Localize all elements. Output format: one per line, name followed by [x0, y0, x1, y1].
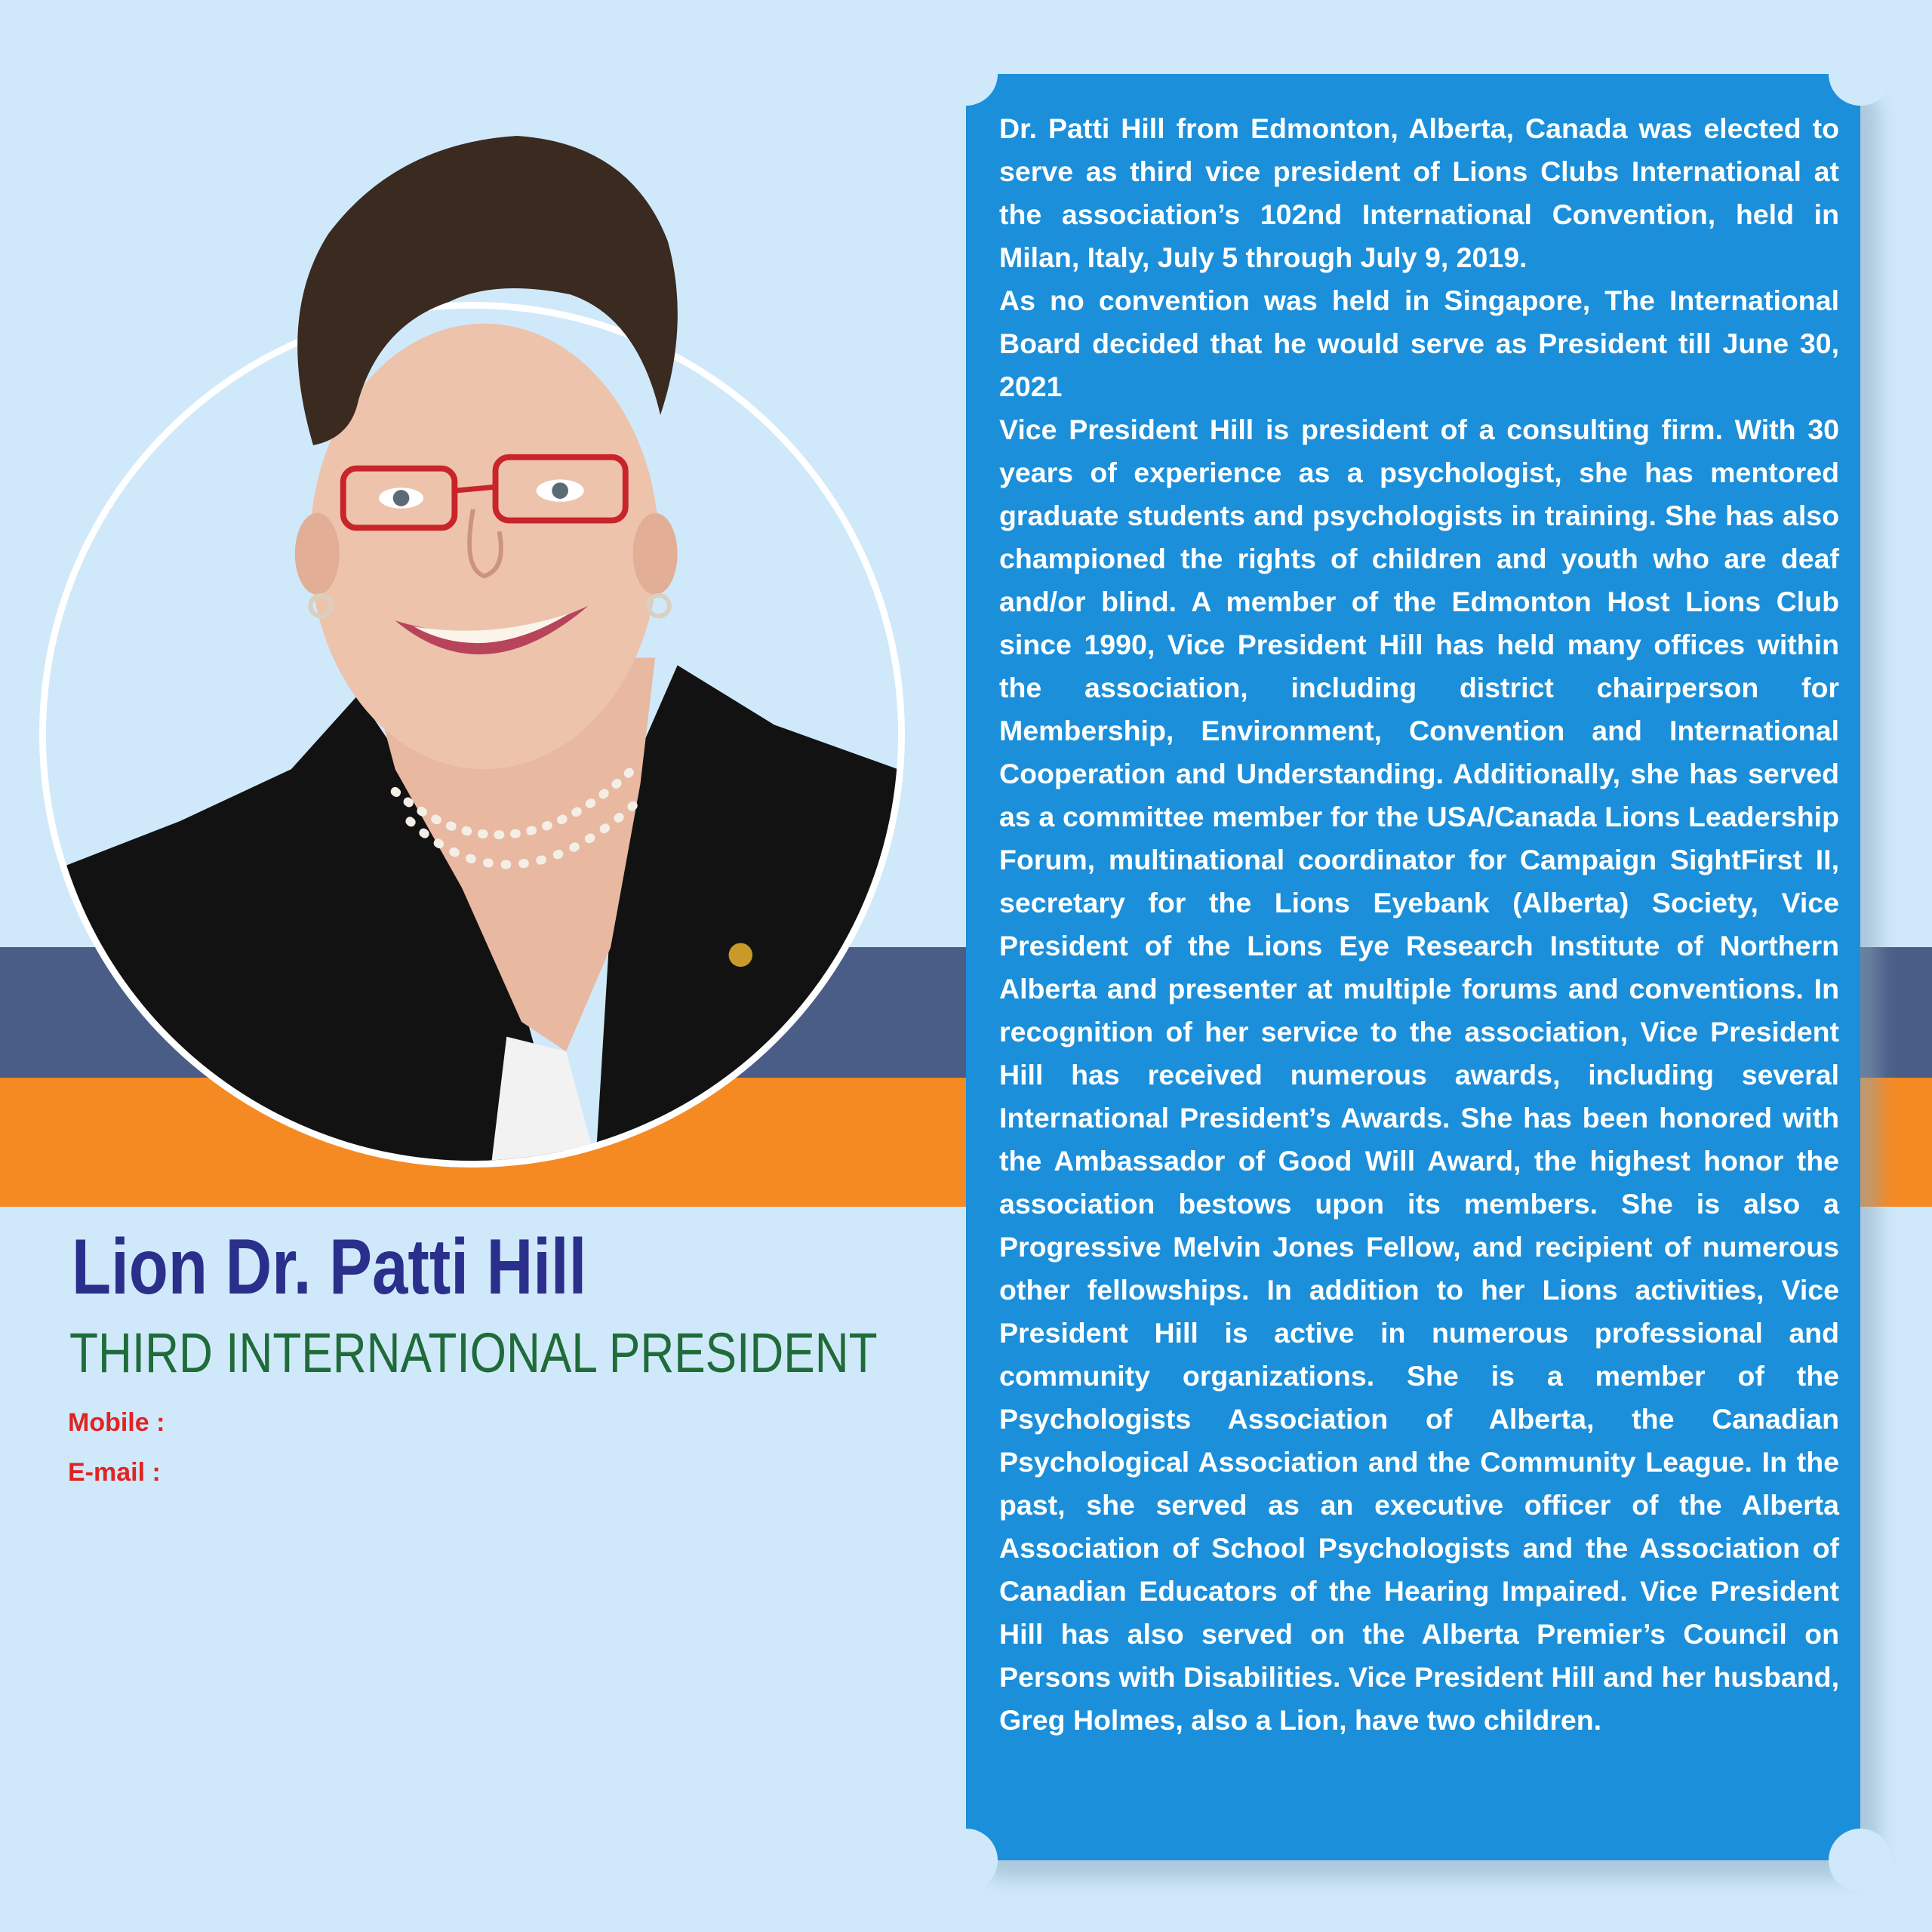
bio-paragraph-2: As no convention was held in Singapore, The International Board decided that he would serve as President till June 30, 2021	[999, 285, 1839, 402]
card-notch	[1829, 1829, 1892, 1892]
bio-paragraph-3: Vice President Hill is president of a consulting firm. With 30 years of experience as a psychologist, she has mentored graduate students and psychologists in training. She has also championed the rights of children and youth who are deaf and/or blind. A member of the Edmonton Host Lions Club since 1990, Vice President Hill has held many offices within the association, including district chairperson for Membership, Environment, Convention and International Cooperation and Understanding. Additionally, she has served as a committee member for the USA/Canada Lions Leadership Forum, multinational coordinator for Campaign SightFirst II, secretary for the Lions Eyebank (Alberta) Society, Vice President of the Lions Eye Research Institute of Northern Alberta and presenter at multiple forums and conventions. In recognition of her service to the association, Vice President Hill has received numerous awards, including several International President’s Awards. She has been honored with the Ambassador of Good Will Award, the highest honor the association bestows upon its members. She is also a Progressive Melvin Jones Fellow, and recipient of numerous other fellowships. In addition to her Lions activities, Vice President Hill is active in numerous professional and community organizations. She is a member of the Psychologists Association of Alberta, the Canadian Psychological Association and the Community League. In the past, she served as an executive officer of the Alberta Association of School Psychologists and the Association of Canadian Educators of the Hearing Impaired. Vice President Hill has also served on the Alberta Premier’s Council on Persons with Disabilities. Vice President Hill and her husband, Greg Holmes, also a Lion, have two children.	[999, 414, 1839, 1736]
bio-card	[966, 74, 1860, 1860]
member-name: Lion Dr. Patti Hill	[72, 1223, 587, 1311]
bio-paragraph-1: Dr. Patti Hill from Edmonton, Alberta, Canada was elected to serve as third vice president of Lions Clubs International at the association’s 102nd International Convention, held in Milan, Italy, July 5 through July 9, 2019.	[999, 112, 1839, 273]
mobile-label: Mobile :	[68, 1408, 165, 1437]
bio-text	[999, 107, 1839, 1742]
member-title: THIRD INTERNATIONAL PRESIDENT	[69, 1321, 878, 1384]
card-notch	[934, 42, 998, 106]
portrait-hair	[268, 128, 691, 521]
card-notch	[934, 1829, 998, 1892]
card-notch	[1829, 42, 1892, 106]
email-label: E-mail :	[68, 1458, 161, 1487]
